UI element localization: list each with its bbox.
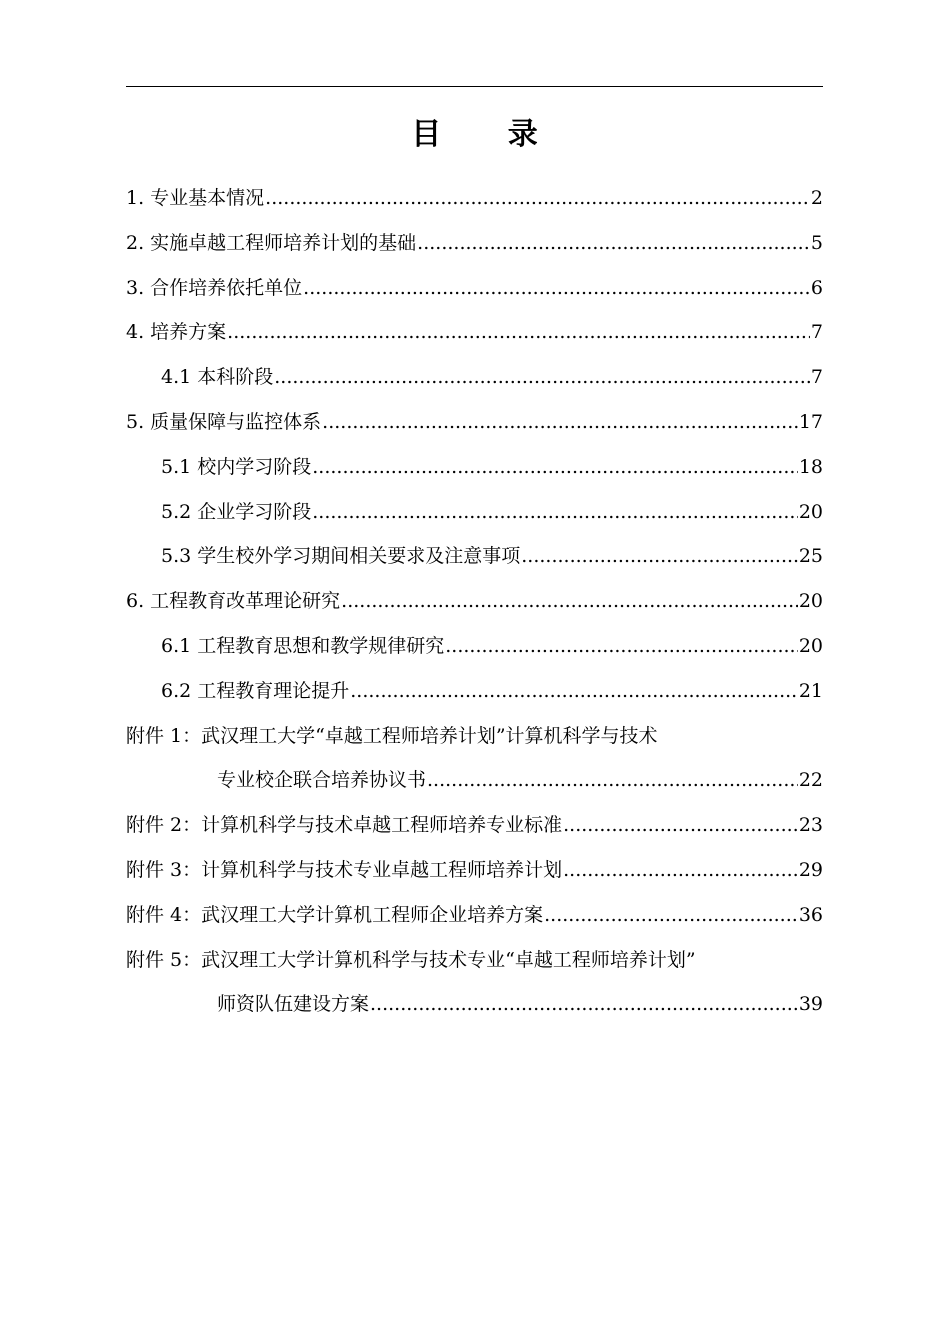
dot-leader xyxy=(322,400,798,445)
toc-entry-page: 36 xyxy=(798,903,823,926)
toc-entry-label: 附件 5：武汉理工大学计算机科学与技术专业“卓越工程师培养计划” xyxy=(126,948,696,971)
dot-leader xyxy=(341,579,798,624)
dot-leader xyxy=(227,310,810,355)
toc-appendix-2[interactable] xyxy=(126,803,823,848)
dot-leader xyxy=(544,893,798,938)
toc-entry-page: 29 xyxy=(798,858,823,881)
toc-appendix-4[interactable] xyxy=(126,893,823,938)
toc-appendix-3[interactable] xyxy=(126,848,823,893)
toc-entry-page: 7 xyxy=(810,321,823,344)
dot-leader xyxy=(427,758,798,803)
toc-entry-label: 6. 工程教育改革理论研究 xyxy=(126,590,341,613)
toc-entry-label: 5.3 学生校外学习期间相关要求及注意事项 xyxy=(161,545,521,568)
toc-entry-label: 附件 4：武汉理工大学计算机工程师企业培养方案 xyxy=(126,903,544,926)
dot-leader xyxy=(521,534,798,579)
dot-leader xyxy=(563,803,798,848)
toc-entry-4-1[interactable] xyxy=(126,355,823,400)
dot-leader xyxy=(312,445,798,490)
toc-entry-page: 20 xyxy=(798,634,823,657)
toc-entry-6[interactable] xyxy=(126,579,823,624)
toc-entry-2[interactable] xyxy=(126,221,823,266)
dot-leader xyxy=(350,669,798,714)
toc-entry-label: 4.1 本科阶段 xyxy=(161,366,274,389)
toc-entry-label: 6.1 工程教育思想和教学规律研究 xyxy=(161,634,445,657)
toc-entry-page: 22 xyxy=(798,769,823,792)
toc-entry-5-2[interactable] xyxy=(126,490,823,535)
toc-entry-page: 20 xyxy=(798,500,823,523)
toc-entry-page: 21 xyxy=(798,679,823,702)
toc-entry-label: 4. 培养方案 xyxy=(126,321,227,344)
toc-entry-page: 25 xyxy=(798,545,823,568)
toc-entry-5[interactable] xyxy=(126,400,823,445)
toc-entry-1[interactable] xyxy=(126,176,823,221)
dot-leader xyxy=(312,490,798,535)
toc-entry-label: 3. 合作培养依托单位 xyxy=(126,276,303,299)
toc-entry-page: 18 xyxy=(798,455,823,478)
toc-entry-page: 6 xyxy=(810,276,823,299)
toc-entry-page: 2 xyxy=(810,187,823,209)
toc-entry-label-continued: 师资队伍建设方案 xyxy=(217,993,370,1016)
toc-entry-6-1[interactable] xyxy=(126,624,823,669)
toc-entry-page: 17 xyxy=(798,410,823,433)
dot-leader xyxy=(563,848,798,893)
dot-leader xyxy=(445,624,798,669)
toc-entry-3[interactable] xyxy=(126,266,823,311)
toc-entry-label: 1. 专业基本情况 xyxy=(126,187,265,209)
page-title: 目 录 xyxy=(411,117,566,152)
toc-entry-label: 附件 3：计算机科学与技术专业卓越工程师培养计划 xyxy=(126,858,563,881)
dot-leader xyxy=(265,176,810,221)
toc-entry-label: 5.2 企业学习阶段 xyxy=(161,500,312,523)
toc-entry-6-2[interactable] xyxy=(126,669,823,714)
toc-entry-label: 5. 质量保障与监控体系 xyxy=(126,410,322,433)
toc-entry-label: 附件 2：计算机科学与技术卓越工程师培养专业标准 xyxy=(126,814,563,837)
toc-entry-5-1[interactable] xyxy=(126,445,823,490)
toc-appendix-1[interactable] xyxy=(126,714,823,804)
header-rule xyxy=(126,86,823,87)
toc-entry-label: 2. 实施卓越工程师培养计划的基础 xyxy=(126,231,417,254)
toc-entry-page: 7 xyxy=(810,366,823,389)
toc-entry-label: 6.2 工程教育理论提升 xyxy=(161,679,350,702)
toc-appendix-5[interactable] xyxy=(126,938,823,1028)
dot-leader xyxy=(303,266,810,311)
table-of-contents xyxy=(126,176,823,1027)
toc-entry-4[interactable] xyxy=(126,310,823,355)
dot-leader xyxy=(370,982,798,1027)
toc-entry-5-3[interactable] xyxy=(126,534,823,579)
toc-entry-label: 5.1 校内学习阶段 xyxy=(161,455,312,478)
toc-entry-page: 5 xyxy=(810,231,823,254)
toc-entry-page: 23 xyxy=(798,814,823,837)
dot-leader xyxy=(417,221,810,266)
dot-leader xyxy=(274,355,810,400)
toc-entry-page: 39 xyxy=(798,993,823,1016)
toc-entry-label: 附件 1：武汉理工大学“卓越工程师培养计划”计算机科学与技术 xyxy=(126,724,658,747)
toc-entry-label-continued: 专业校企联合培养协议书 xyxy=(217,769,427,792)
toc-entry-page: 20 xyxy=(798,590,823,613)
